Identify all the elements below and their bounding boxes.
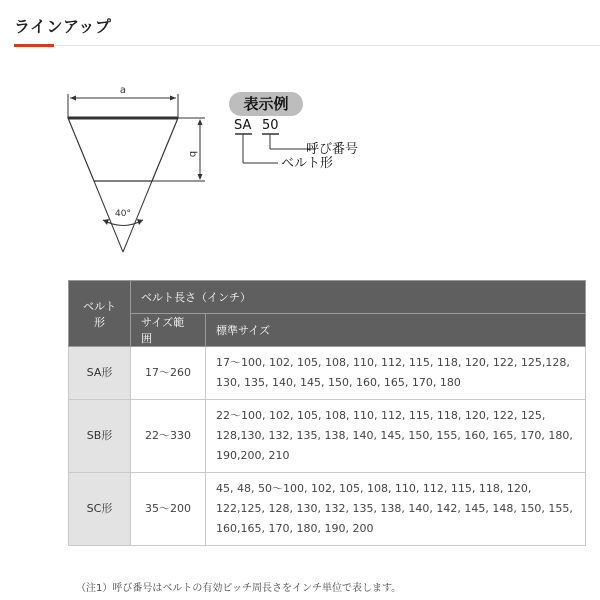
footnote: （注1）呼び番号はベルトの有効ピッチ周長さをインチ単位で表します。 xyxy=(76,583,402,594)
legend-code-caption: ベルト形 xyxy=(281,156,334,171)
row-range: 17～260 xyxy=(131,347,206,400)
header-standard-size: 標準サイズ xyxy=(206,314,586,347)
table-row xyxy=(69,473,586,546)
display-example-badge: 表示例 xyxy=(229,92,303,116)
header-belt-length: ベルト長さ（インチ） xyxy=(131,281,586,314)
belt-lineup-table xyxy=(68,280,586,546)
dimension-b-label: b xyxy=(187,150,198,158)
row-type: SA形 xyxy=(69,347,131,400)
title-divider xyxy=(54,45,600,46)
table-row xyxy=(69,347,586,400)
row-range: 35～200 xyxy=(131,473,206,546)
row-sizes: 45, 48, 50～100, 102, 105, 108, 110, 112, 115, 118, 120, 122,125, 128, 130, 132, 135, 138, 140, 142, 145, 148, 150, 155, 160,165, 170, 180, 190, 200 xyxy=(206,473,586,546)
legend-code: SA xyxy=(234,118,252,133)
table-row xyxy=(69,400,586,473)
section-title: ラインアップ xyxy=(14,17,112,36)
title-accent-bar xyxy=(14,44,54,47)
legend-number: 50 xyxy=(262,118,279,133)
row-range: 22～330 xyxy=(131,400,206,473)
header-belt-type: ベルト形 xyxy=(69,281,131,347)
row-type: SB形 xyxy=(69,400,131,473)
legend-number-caption: 呼び番号 xyxy=(306,142,359,157)
row-sizes: 17～100, 102, 105, 108, 110, 112, 115, 118, 120, 122, 125,128, 130, 135, 140, 145, 150, 160, 165, 170, 180 xyxy=(206,347,586,400)
row-sizes: 22～100, 102, 105, 108, 110, 112, 115, 118, 120, 122, 125, 128,130, 132, 135, 138, 140, 145, 150, 155, 160, 165, 170, 180, 190,200, 210 xyxy=(206,400,586,473)
v-belt-cross-section-diagram xyxy=(60,80,220,265)
dimension-a-label: a xyxy=(119,85,127,96)
angle-label: 40° xyxy=(115,209,131,219)
header-size-range: サイズ範囲 xyxy=(131,314,206,347)
row-type: SC形 xyxy=(69,473,131,546)
